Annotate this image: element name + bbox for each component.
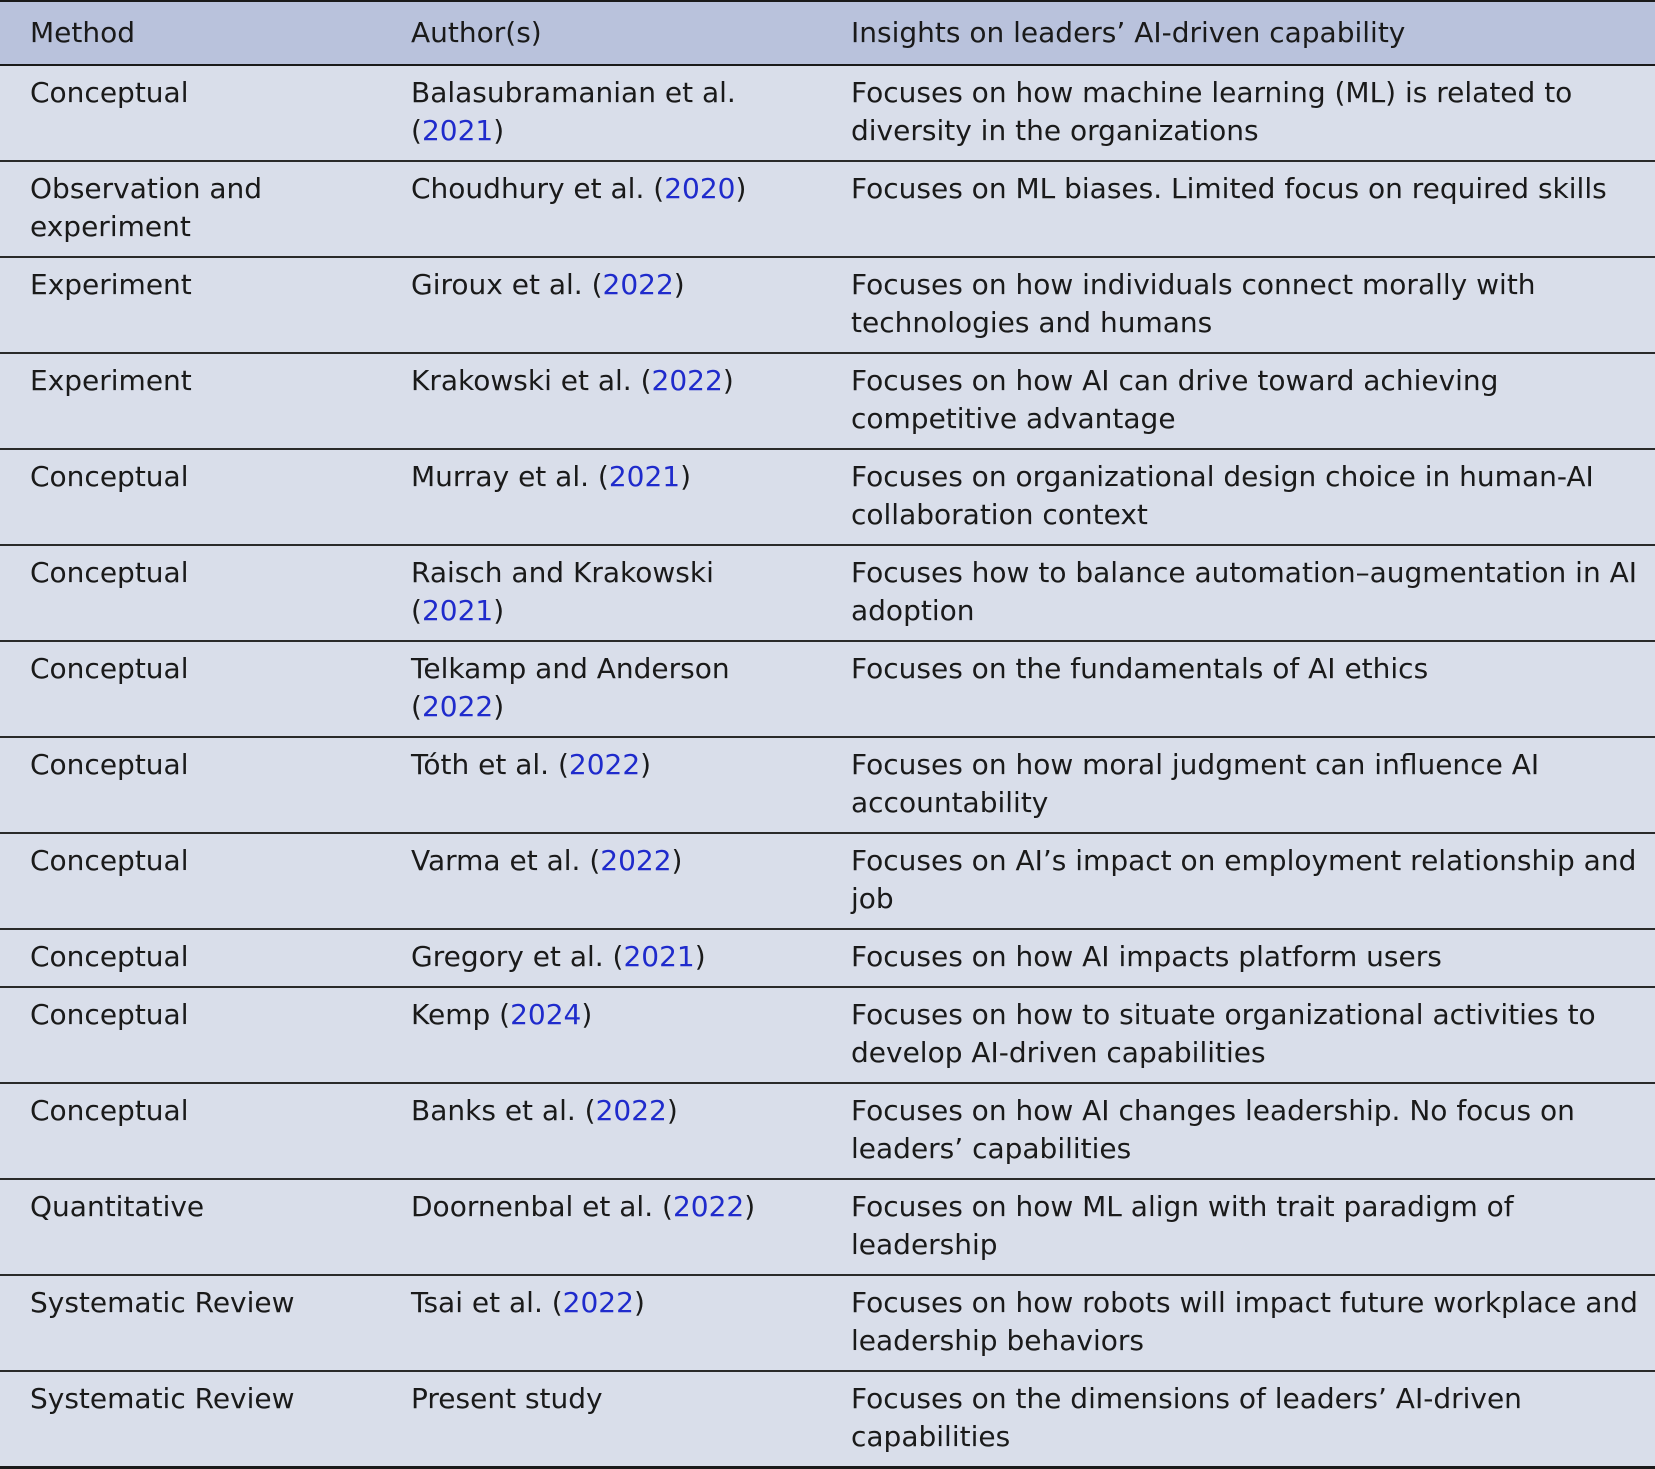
author-name: Tsai et al.: [411, 1286, 543, 1319]
cell-insight: Focuses how to balance automation–augmentation in AI adoption: [851, 556, 1638, 627]
cell-author: Krakowski et al. (2022): [411, 364, 734, 397]
author-name: Varma et al.: [411, 844, 581, 877]
table-row: [0, 1083, 1655, 1179]
table-row: [0, 641, 1655, 737]
header-method: Method: [30, 16, 136, 49]
table-row: [0, 987, 1655, 1083]
table-row: [0, 161, 1655, 257]
cell-author: Raisch and Krakowski (2021): [411, 556, 714, 627]
year-link[interactable]: 2022: [672, 1190, 745, 1223]
year-link[interactable]: 2022: [568, 748, 641, 781]
cell-method: Experiment: [30, 364, 192, 397]
cell-method: Conceptual: [30, 844, 189, 877]
cell-author: Kemp (2024): [411, 998, 593, 1031]
table-body: [0, 65, 1655, 1468]
table-row: [0, 1179, 1655, 1275]
cell-method: Conceptual: [30, 748, 189, 781]
year-link[interactable]: 2022: [421, 690, 494, 723]
table-row: [0, 545, 1655, 641]
header-insight: Insights on leaders’ AI-driven capability: [851, 16, 1406, 49]
cell-author: Murray et al. (2021): [411, 460, 692, 493]
author-name: Telkamp and Anderson: [411, 652, 730, 685]
cell-author: Telkamp and Anderson (2022): [411, 652, 730, 723]
table-row: [0, 257, 1655, 353]
author-name: Giroux et al.: [411, 268, 583, 301]
author-name: Gregory et al.: [411, 940, 604, 973]
author-name: Murray et al.: [411, 460, 590, 493]
year-link[interactable]: 2022: [562, 1286, 634, 1319]
cell-author: Varma et al. (2022): [411, 844, 683, 877]
cell-insight: Focuses on how individuals connect morally with technologies and humans: [851, 268, 1536, 339]
cell-insight: Focuses on how AI impacts platform users: [851, 940, 1442, 973]
year-link[interactable]: 2022: [651, 364, 723, 397]
year-link[interactable]: 2021: [421, 594, 494, 627]
cell-insight: Focuses on how machine learning (ML) is related to diversity in the organizations: [851, 76, 1573, 147]
cell-insight: Focuses on how AI can drive toward achieving competitive advantage: [851, 364, 1499, 435]
cell-method: Conceptual: [30, 998, 189, 1031]
cell-method: Conceptual: [30, 76, 189, 109]
table-row: [0, 1275, 1655, 1371]
cell-author: Doornenbal et al. (2022): [411, 1190, 756, 1223]
author-name: Krakowski et al.: [411, 364, 632, 397]
table-row: [0, 65, 1655, 161]
author-name: Raisch and Krakowski: [411, 556, 714, 589]
cell-method: Experiment: [30, 268, 192, 301]
cell-insight: Focuses on how robots will impact future workplace and leadership behaviors: [851, 1286, 1638, 1357]
cell-method: Conceptual: [30, 556, 189, 589]
cell-method: Quantitative: [30, 1190, 205, 1223]
year-link[interactable]: 2024: [510, 998, 582, 1031]
cell-insight: Focuses on the fundamentals of AI ethics: [851, 652, 1429, 685]
cell-author: Tsai et al. (2022): [411, 1286, 645, 1319]
cell-insight: Focuses on how to situate organizational activities to develop AI-driven capabilities: [851, 998, 1596, 1069]
table-row: [0, 833, 1655, 929]
cell-insight: Focuses on how AI changes leadership. No focus on leaders’ capabilities: [851, 1094, 1575, 1165]
year-link[interactable]: 2022: [600, 844, 672, 877]
cell-author: Balasubramanian et al. (2021): [411, 76, 736, 147]
cell-author: Tóth et al. (2022): [411, 748, 652, 781]
cell-insight: Focuses on ML biases. Limited focus on required skills: [851, 172, 1607, 205]
year-link[interactable]: 2021: [421, 114, 494, 147]
author-name: Banks et al.: [411, 1094, 576, 1127]
cell-author: Giroux et al. (2022): [411, 268, 685, 301]
author-name: Tóth et al.: [411, 748, 550, 781]
year-link[interactable]: 2022: [602, 268, 674, 301]
author-name: Present study: [411, 1382, 603, 1415]
cell-insight: Focuses on organizational design choice in human-AI collaboration context: [851, 460, 1594, 531]
cell-insight: Focuses on AI’s impact on employment relationship and job: [851, 844, 1637, 915]
table-row: [0, 1371, 1655, 1468]
header-author: Author(s): [411, 16, 542, 49]
author-name: Doornenbal et al.: [411, 1190, 654, 1223]
cell-insight: Focuses on how moral judgment can influence AI accountability: [851, 748, 1540, 819]
table-row: [0, 353, 1655, 449]
header-row: [0, 1, 1655, 65]
cell-method: Systematic Review: [30, 1382, 295, 1415]
author-name: Kemp: [411, 998, 491, 1031]
table-header: [0, 1, 1655, 65]
cell-author: Choudhury et al. (2020): [411, 172, 747, 205]
author-name: Choudhury et al.: [411, 172, 645, 205]
year-link[interactable]: 2021: [623, 940, 695, 973]
author-name: Balasubramanian et al.: [411, 76, 736, 109]
cell-method: Observation and experiment: [30, 172, 263, 243]
table-row: [0, 449, 1655, 545]
cell-method: Systematic Review: [30, 1286, 295, 1319]
cell-insight: Focuses on how ML align with trait paradigm of leadership: [851, 1190, 1514, 1261]
cell-method: Conceptual: [30, 1094, 189, 1127]
cell-author: Gregory et al. (2021): [411, 940, 706, 973]
year-link[interactable]: 2020: [664, 172, 736, 205]
year-link[interactable]: 2021: [608, 460, 681, 493]
table-row: [0, 929, 1655, 987]
cell-method: Conceptual: [30, 652, 189, 685]
cell-author: Banks et al. (2022): [411, 1094, 678, 1127]
table-row: [0, 737, 1655, 833]
cell-author: [381, 1371, 821, 1468]
year-link[interactable]: 2022: [595, 1094, 667, 1127]
cell-insight: Focuses on the dimensions of leaders’ AI-driven capabilities: [851, 1382, 1522, 1453]
cell-method: Conceptual: [30, 460, 189, 493]
cell-method: Conceptual: [30, 940, 189, 973]
